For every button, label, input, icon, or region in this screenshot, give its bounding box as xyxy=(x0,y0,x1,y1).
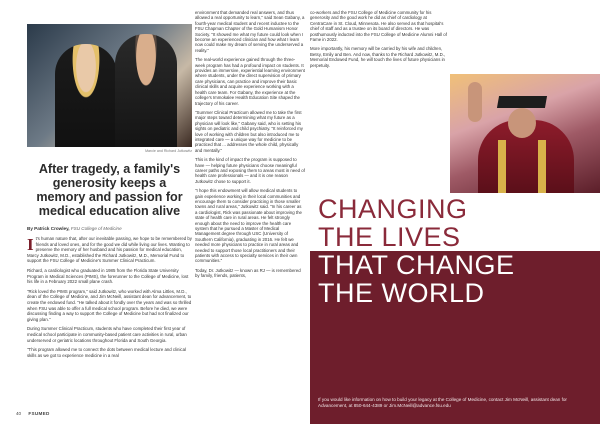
paragraph: "Summer Clinical Practicum allowed me to take the first major steps toward determining what my future as a physician will look like," Gabany said, who is setting his sights on pediatric and child psychiatry. "It reinforced my love of working with children but also introduced me to integrated care — a unique way for medicine to be practiced that ... addresses the whole child, physically and mentally." xyxy=(195,109,303,153)
paragraph: "I hope this endowment will allow medical students to gain experience working in their local communities and encourage them to consider practicing in those smaller towns and rural areas," Jutkowitz said. "In his career as a cardiologist, Rick was passionate about improving the state of health care in rural areas. He felt strongly enough about the need to improve the health care system that he pursued a Master of Medical Management degree through USC (University of Southern California), graduating in 2016. He felt we needed more physicians to practice in rural areas and needed to support those local practitioners and their patients with access to specialty services in their own communities." xyxy=(195,188,302,264)
graduation-cap xyxy=(497,96,547,108)
page-number: 40 xyxy=(16,411,22,416)
byline xyxy=(27,226,192,231)
byline-role: FSU College of Medicine xyxy=(70,226,122,231)
paragraph: The real-world experience gained through the three-week program has had a profound impact on students. It provides an immersive, experiential learning environment where students, under the direct supervision of primary care physicians, can practice and improve their basic clinical skills and acquire experience working with a health care team. For Gabany, the experience at the college's Immokalee Health Education Site shaped the trajectory of his career. xyxy=(195,57,305,106)
paragraph: environment that demanded real answers, and thus allowed a real opportunity to learn," said Sean Gabany, a fourth-year medical student and recent inductee to the FSU Chapman Chapter of the Gold Humanism Honor Society. "It showed me what my future could look when I become an experienced clinician and how what I learn now could make my dream of serving the underserved a reality." xyxy=(195,10,305,53)
paragraph: "Rick loved the PIMS program," said Jutkowitz, who worked with Alma Littles, M.D., dean of the College of Medicine, and Jim McNeill, assistant dean for advancement, to create the endowed fund. "He talked about it fondly over the years and was so thrilled when FSU was able to offer a full medical school program. Before he died, we were discussing finding a way to support the College of Medicine but had not finalized our giving plan." xyxy=(27,288,192,322)
photo-caption: Marcie and Richard Jutkowitz xyxy=(145,149,192,153)
byline-author: By Patrick Crowley, xyxy=(27,226,70,231)
publication-logo: FSUMED xyxy=(28,411,50,416)
page-footer xyxy=(16,411,50,416)
contact-info: If you would like information on how to build your legacy at the College of Medicine, contact Jim McNeill, assistant dean for Advancement, at 850-644-4389 or Jim.McNeill@advance.fsu.edu xyxy=(318,397,567,408)
paragraph: co-workers and the FSU College of Medicine community for his generosity and the good work he did as chief of cardiology at CentraCare in St. Cloud, Minnesota. He also served as that hospital's chief of staff and as a trustee on its board of directors. He was posthumously inducted into the FSU College of Medicine Alumni Hall of Fame in 2022. xyxy=(310,10,447,43)
gown-stripe xyxy=(498,140,506,194)
graduation-photo xyxy=(450,74,600,194)
paragraph: More importantly, his memory will be carried by his wife and children, Betsy, Emily and Ben. And now, thanks to the Richard Jutkowitz, M.D., Memorial Endowed Fund, he will touch the lives of future physicians in perpetuity. xyxy=(310,46,446,68)
graduate-face xyxy=(508,108,536,138)
headline-line: THAT CHANGE xyxy=(318,250,515,280)
article-headline: After tragedy, a family's generosity keeps a memory and passion for medical education alive xyxy=(36,162,183,218)
portrait-photo xyxy=(27,24,192,147)
article-column-right xyxy=(310,10,450,72)
paragraph-text: t's human nature that, after our inevitable passing, we hope to be remembered by friends and loved ones, and for the good we did while living our lives. Wanting to preserve the memory of her husband and his passion for medical education, Marcy Jutkowitz, M.D., established the Richard Jutkowitz, M.D., Memorial Fund to support the FSU College of Medicine's Summer Clinical Practicum. xyxy=(27,236,192,264)
paragraph xyxy=(27,236,192,264)
headline-line: THE WORLD xyxy=(318,278,485,308)
person-man xyxy=(115,34,177,147)
drop-cap: I xyxy=(27,235,34,254)
paragraph: Today, Dr. Jutkowitz — known as RJ — is remembered by family, friends, patients, xyxy=(195,267,301,279)
headline-line: THE LIVES xyxy=(318,222,461,252)
paragraph: Richard, a cardiologist who graduated in 1985 from the Florida State University Program in Medical Sciences (PIMS), the forerunner to the College of Medicine, lost his life in a February 2022 small plane crash. xyxy=(27,267,189,285)
feature-headline xyxy=(318,195,598,307)
headline-line: CHANGING xyxy=(318,194,468,224)
paragraph: "This program allowed me to connect the dots between medical lecture and clinical skills as we got to experience medicine in a real xyxy=(27,347,186,358)
person-woman xyxy=(55,44,117,147)
gown-stripe xyxy=(538,140,546,194)
raised-hand xyxy=(468,82,482,122)
article-column-middle xyxy=(195,10,305,283)
article-column-left xyxy=(27,236,192,362)
paragraph: During Summer Clinical Practicum, students who have completed their first year of medical school participate in community-based patient care activities in rural, urban underserved or geriatric locations throughout Florida and South Georgia. xyxy=(27,326,187,343)
paragraph: This is the kind of impact the program is supposed to have — helping future physicians choose meaningful career paths and exposing them to areas most in need of health care professionals — and it is one reason Jutkowitz chose to support it. xyxy=(195,157,305,184)
